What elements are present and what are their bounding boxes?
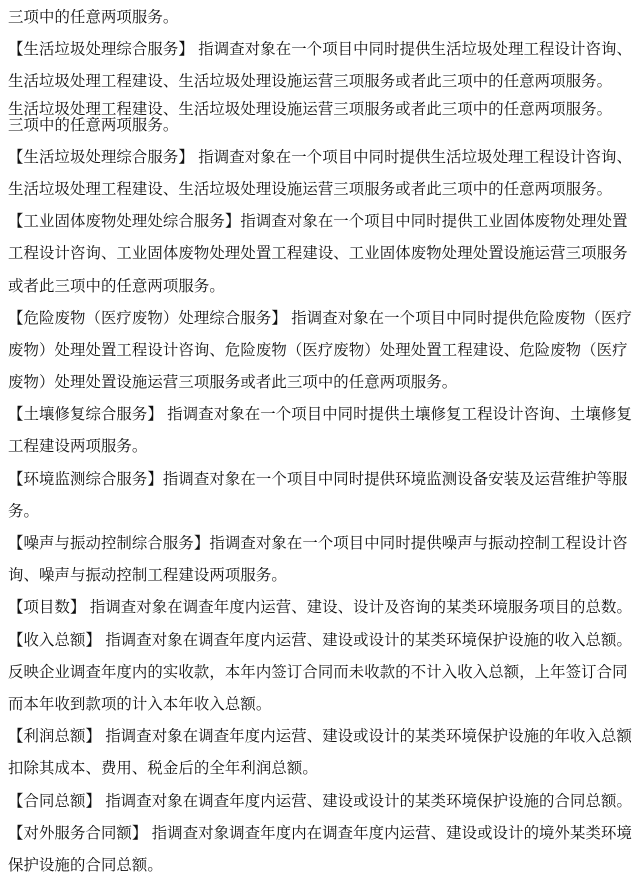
clipped-text-line bbox=[8, 99, 630, 118]
text-line: 【工业固体废物处理处综合服务】指调查对象在一个项目中同时提供工业固体废物处理处置 bbox=[8, 213, 628, 231]
text-line: 工程设计咨询、工业固体废物处理处置工程建设、工业固体废物处理处置设施运营三项服务 bbox=[8, 245, 628, 263]
text-line: 【收入总额】 指调查对象在调查年度内运营、建设或设计的某类环境保护设施的收入总额。 bbox=[8, 631, 632, 649]
text-line: 废物）处理处置工程设计咨询、危险废物（医疗废物）处理处置工程建设、危险废物（医疗 bbox=[8, 341, 628, 359]
clipped-text-line-content: 生活垃圾处理工程建设、生活垃圾处理设施运营三项服务或者此三项中的任意两项服务。 bbox=[8, 100, 613, 118]
text-line: 【危险废物（医疗废物）处理综合服务】 指调查对象在一个项目中同时提供危险废物（医疗 bbox=[8, 309, 632, 327]
text-line: 保护设施的合同总额。 bbox=[8, 856, 163, 874]
text-line: 反映企业调查年度内的实收款，本年内签订合同而未收款的不计入收入总额，上年签订合同 bbox=[8, 663, 628, 681]
text-line: 【生活垃圾处理综合服务】 指调查对象在一个项目中同时提供生活垃圾处理工程设计咨询、 bbox=[8, 148, 632, 166]
text-line: 【对外服务合同额】 指调查对象调查年度内在调查年度内运营、建设或设计的境外某类环境 bbox=[8, 824, 632, 842]
text-line: 或者此三项中的任意两项服务。 bbox=[8, 277, 225, 295]
text-line: 【合同总额】 指调查对象在调查年度内运营、建设或设计的某类环境保护设施的合同总额。 bbox=[8, 792, 632, 810]
text-line: 【土壤修复综合服务】 指调查对象在一个项目中同时提供土壤修复工程设计咨询、土壤修复 bbox=[8, 406, 632, 424]
text-line: 三项中的任意两项服务。 bbox=[8, 9, 179, 26]
text-line: 扣除其成本、费用、税金后的全年利润总额。 bbox=[8, 760, 318, 778]
text-line: 【利润总额】 指调查对象在调查年度内运营、建设或设计的某类环境保护设施的年收入总额 bbox=[8, 728, 632, 746]
text-line: 【生活垃圾处理综合服务】 指调查对象在一个项目中同时提供生活垃圾处理工程设计咨询、 bbox=[8, 41, 632, 59]
text-line: 【环境监测综合服务】指调查对象在一个项目中同时提供环境监测设备安装及运营维护等服 bbox=[8, 470, 628, 488]
text-line: 询、噪声与振动控制工程建设两项服务。 bbox=[8, 567, 287, 585]
text-line: 工程建设两项服务。 bbox=[8, 438, 148, 456]
text-line: 生活垃圾处理工程建设、生活垃圾处理设施运营三项服务或者此三项中的任意两项服务。 bbox=[8, 73, 613, 91]
text-line: 生活垃圾处理工程建设、生活垃圾处理设施运营三项服务或者此三项中的任意两项服务。 bbox=[8, 180, 613, 198]
text-line: 【噪声与振动控制综合服务】指调查对象在一个项目中同时提供噪声与振动控制工程设计咨 bbox=[8, 535, 628, 552]
text-line: 三项中的任意两项服务。 bbox=[8, 116, 179, 134]
text-line: 而本年收到款项的计入本年收入总额。 bbox=[8, 695, 272, 713]
text-line: 【项目数】 指调查对象在调查年度内运营、建设、设计及咨询的某类环境服务项目的总数。 bbox=[8, 599, 632, 617]
text-line: 废物）处理处置设施运营三项服务或者此三项中的任意两项服务。 bbox=[8, 374, 458, 392]
text-line: 务。 bbox=[8, 502, 39, 520]
